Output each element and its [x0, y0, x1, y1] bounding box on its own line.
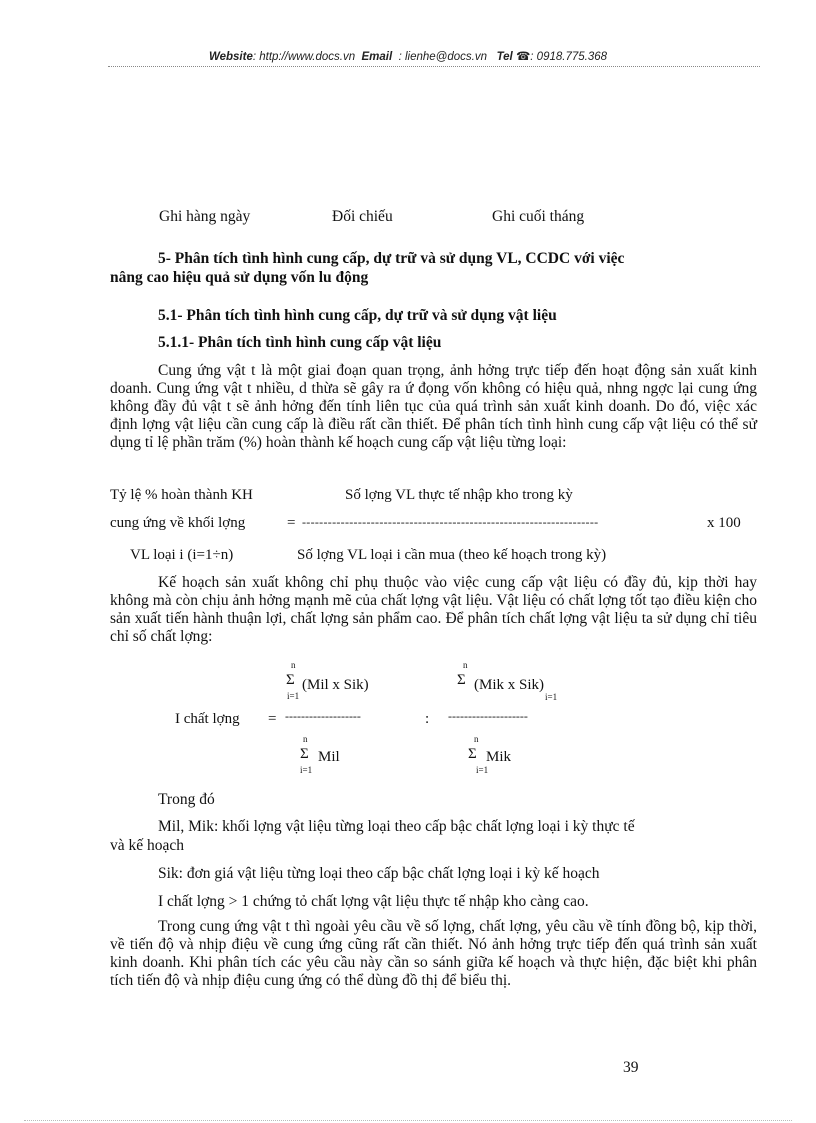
formula2-n-top-left: n: [291, 660, 296, 670]
header-divider: [108, 66, 760, 67]
formula2-num-right: (Mik x Sik): [474, 677, 545, 693]
legend-monthly: Ghi cuối tháng: [492, 208, 585, 225]
definition-mil-mik-line1: Mil, Mik: khối lợng vật liệu từng loại theo cấp bậc chất lợng loại i kỳ thực tế: [158, 818, 635, 835]
tel-label: Tel: [496, 51, 513, 63]
formula2-n-bottom-left: n: [303, 734, 308, 744]
formula1-left-bottom: VL loại i (i=1÷n): [130, 547, 234, 563]
formula1-numerator: Số lợng VL thực tế nhập kho trong kỳ: [345, 487, 573, 503]
definition-sik: Sik: đơn giá vật liệu từng loại theo cấp bậc chất lợng loại i kỳ kế hoạch: [158, 865, 600, 882]
section-5-1-heading: 5.1- Phân tích tình hình cung cấp, dự trữ và sử dụng vật liệu: [158, 307, 557, 324]
where-label: Trong đó: [158, 791, 215, 808]
page-number: 39: [623, 1059, 639, 1076]
formula2-label: I chất lợng: [175, 711, 240, 727]
formula2-colon: :: [425, 711, 430, 727]
formula1-times: x 100: [707, 515, 741, 531]
definition-mil-mik-line2: và kế hoạch: [110, 837, 185, 854]
formula2-den-right: Mik: [486, 749, 512, 765]
formula2-equals: =: [268, 711, 277, 727]
definition-i-quality: I chất lợng > 1 chứng tỏ chất lợng vật liệu thực tế nhập kho càng cao.: [158, 893, 589, 910]
email-label: Email: [361, 51, 393, 63]
paragraph-sync: Trong cung ứng vật t thì ngoài yêu cầu về số lợng, chất lợng, yêu cầu về tính đồng bộ, kịp thời, về tiến độ và nhịp điệu về cung ứng cũng rất cần thiết. Nó ảnh hởng trực tiếp đến quá trình sản xuất kinh doanh. Khi phân tích các yêu cầu này cần so sánh giữa kế hoạch và thực hiện, đặc biệt khi phân tích tiến độ và nhịp điệu cung ứng có thể dùng đồ thị để biểu thị.: [110, 918, 757, 989]
formula2-bar-right: --------------------: [448, 709, 528, 723]
phone-icon: ☎: [515, 51, 531, 63]
formula2-i1-top-left: i=1: [287, 691, 300, 701]
website-label: Website: [208, 51, 253, 63]
paragraph-quality: Kế hoạch sản xuất không chỉ phụ thuộc vào việc cung cấp vật liệu có đầy đủ, kịp thời hay không mà còn chịu ảnh hởng mạnh mẽ của chất lợng vật liệu. Vật liệu có chất lợng tốt tạo điều kiện cho sản xuất tiến hành thuận lợi, chất lợng sản phẩm cao. Để phân tích chất lợng vật liệu ta sử dụng chỉ tiêu chỉ số chất lợng:: [110, 574, 757, 645]
formula1-denominator: Số lợng VL loại i cần mua (theo kế hoạch trong kỳ): [297, 547, 607, 563]
formula1-left-top: Tỷ lệ % hoàn thành KH: [110, 487, 253, 503]
footer-divider: [24, 1120, 792, 1121]
formula2-den-left: Mil: [318, 749, 340, 765]
formula2-sigma-bottom-left: Σ: [300, 746, 309, 762]
formula1-fraction-bar: ---------------------------------------------------------------------: [302, 515, 599, 529]
section-5-heading-line1: 5- Phân tích tình hình cung cấp, dự trữ và sử dụng VL, CCDC với việc: [158, 250, 625, 267]
formula1-equals: =: [287, 515, 296, 531]
formula2-bar-left: -------------------: [285, 709, 361, 723]
formula2-sigma-bottom-right: Σ: [468, 746, 477, 762]
formula2-sigma-top-left: Σ: [286, 672, 295, 688]
tel-value: : 0918.775.368: [530, 51, 608, 63]
formula2-n-top-right: n: [463, 660, 468, 670]
formula2-n-bottom-right: n: [474, 734, 479, 744]
formula1-left-mid: cung ứng về khối lợng: [110, 515, 246, 531]
legend-daily: Ghi hàng ngày: [159, 208, 251, 225]
formula2-i1-bottom-left: i=1: [300, 765, 313, 775]
paragraph-supply: Cung ứng vật t là một giai đoạn quan trọng, ảnh hởng trực tiếp đến hoạt động sản xuất kinh doanh. Cung ứng vật t nhiều, d thừa sẽ gây ra ứ đọng vốn không có hiệu quả, nhng ngợc lại cung ứng không đầy đủ vật t sẽ ảnh hởng đến tính liên tục của quá trình sản xuất kinh doanh. Do đó, việc xác định lợng vật liệu cần cung cấp là điều rất cần thiết. Để phân tích tình hình cung cấp vật liệu có thể sử dụng tỉ lệ phần trăm (%) hoàn thành kế hoạch cung cấp vật liệu từng loại:: [110, 362, 757, 451]
legend-compare: Đối chiếu: [332, 208, 393, 225]
section-5-heading-line2: nâng cao hiệu quả sử dụng vốn lu động: [110, 269, 369, 286]
website-url[interactable]: : http://www.docs.vn: [252, 51, 356, 63]
section-5-1-1-heading: 5.1.1- Phân tích tình hình cung cấp vật liệu: [158, 334, 442, 351]
email-value[interactable]: : lienhe@docs.vn: [398, 51, 487, 63]
formula2-i1-bottom-right: i=1: [476, 765, 489, 775]
formula2-num-left: (Mil x Sik): [302, 677, 369, 693]
formula2-sigma-top-right: Σ: [457, 672, 466, 688]
page-header: [0, 49, 816, 63]
formula2-i1-top-right: i=1: [545, 692, 558, 702]
